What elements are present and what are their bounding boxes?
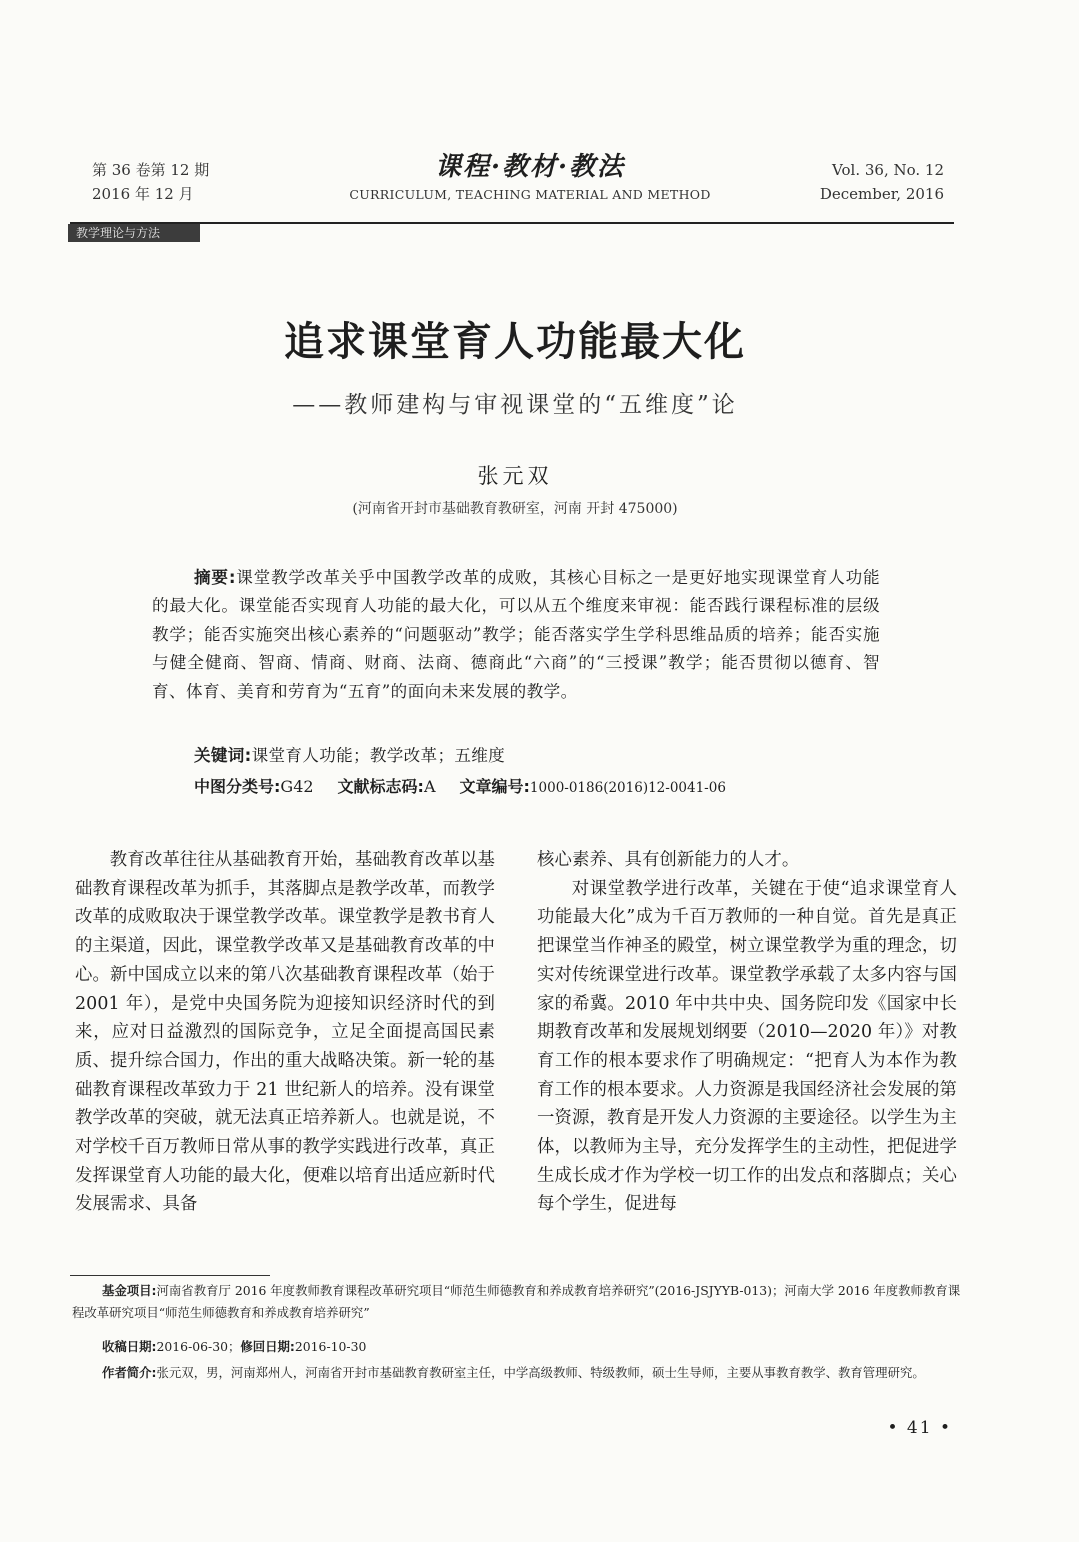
page-number: • 41 • [887, 1418, 952, 1438]
revised-label: 修回日期: [240, 1339, 295, 1354]
journal-title-en: CURRICULUM, TEACHING MATERIAL AND METHOD [349, 187, 711, 202]
article-subtitle: ——教师建构与审视课堂的“五维度”论 [292, 392, 738, 418]
header-left [92, 158, 209, 206]
section-tag: 教学理论与方法 [68, 224, 200, 242]
fund-label: 基金项目: [102, 1283, 157, 1298]
received-label: 收稿日期: [102, 1339, 157, 1354]
body-paragraph: 对课堂教学进行改革，关键在于使“追求课堂育人功能最大化”成为千百万教师的一种自觉。首先是真正把课堂当作神圣的殿堂，树立课堂教学为重的理念，切实对传统课堂进行改革。课堂教学承载了太多内容与国家的希冀。2010 年中共中央、国务院印发《国家中长期教育改革和发展规划纲要（2010—2020 年）》对教育工作的根本要求作了明确规定：“把育人为本作为教育工作的根本要求。人力资源是我国经济社会发展的第一资源，教育是开发人力资源的主要途径。以学生为主体，以教师为主导，充分发挥学生的主动性，把促进学生成长成才作为学校一切工作的出发点和落脚点；关心每个学生，促进每 [537, 878, 957, 1215]
body-paragraph: 教育改革往往从基础教育开始，基础教育改革以基础教育课程改革为抓手，其落脚点是教学改革，而教学改革的成败取决于课堂教学改革。课堂教学是教书育人的主渠道，因此，课堂教学改革又是基础教育改革的中心。新中国成立以来的第八次基础教育课程改革（始于 2001 年），是党中央国务院为迎接知识经济时代的到来，应对日益激烈的国际竞争，立足全面提高国民素质、提升综合国力，作出的重大战略决策。新一轮的基础教育课程改革致力于 21 世纪新人的培养。没有课堂教学改革的突破，就无法真正培养新人。也就是说，不对学校千百万教师日常从事的教学实践进行改革，真正发挥课堂育人功能的最大化，便难以培育出适应新时代发展需求、具备 [75, 850, 495, 1215]
article-title: 追求课堂育人功能最大化 [284, 319, 746, 365]
article-no-label: 文章编号: [459, 777, 530, 796]
footnote-fund [72, 1280, 962, 1324]
date-en: December, 2016 [819, 185, 944, 203]
keywords-text: 课堂育人功能；教学改革；五维度 [251, 746, 506, 765]
footnote-bio [72, 1362, 962, 1384]
keywords-label: 关键词: [194, 746, 252, 765]
body-paragraph: 核心素养、具有创新能力的人才。 [537, 850, 800, 870]
header-rule [70, 222, 954, 224]
journal-masthead [300, 150, 760, 204]
abstract-text: 课堂教学改革关乎中国教学改革的成败，其核心目标之一是更好地实现课堂育人功能的最大化。课堂能否实现育人功能的最大化，可以从五个维度来审视：能否践行课程标准的层级教学；能否实施突出核心素养的“问题驱动”教学；能否落实学生学科思维品质的培养；能否实施与健全健商、智商、情商、财商、法商、德商此“六商”的“三授课”教学；能否贯彻以德育、智育、体育、美育和劳育为“五育”的面向未来发展的教学。 [152, 568, 880, 701]
author-name: 张元双 [477, 464, 553, 488]
body-column-left [75, 846, 495, 1219]
abstract-label: 摘要: [194, 568, 236, 587]
journal-title-cn: 课程·教材·教法 [434, 152, 626, 182]
doc-code-label: 文献标志码: [337, 777, 424, 796]
bio-label: 作者简介: [102, 1365, 157, 1380]
fund-text: 河南省教育厅 2016 年度教师教育课程改革研究项目“师范生师德教育和养成教育培养研究”(2016-JSJYYB-013)；河南大学 2016 年度教师教育课程改革研究项目“师范生师德教育和养成教育培养研究” [72, 1283, 961, 1320]
author-affiliation: (河南省开封市基础教育教研室，河南 开封 475000) [352, 501, 678, 517]
volume-issue-cn: 第 36 卷第 12 期 [92, 161, 210, 179]
date-cn: 2016 年 12 月 [92, 185, 194, 203]
bio-text: 张元双，男，河南郑州人，河南省开封市基础教育教研室主任，中学高级教师、特级教师，硕士生导师，主要从事教育教学、教育管理研究。 [156, 1365, 925, 1380]
article-no-value: 1000-0186(2016)12-0041-06 [529, 780, 726, 796]
abstract [152, 564, 880, 706]
footnote-rule [70, 1275, 270, 1276]
footnote-dates [72, 1336, 962, 1358]
header-right [820, 158, 944, 206]
clc-label: 中图分类号: [194, 777, 281, 796]
volume-issue-en: Vol. 36, No. 12 [832, 161, 944, 179]
received-date: 2016-06-30； [156, 1339, 241, 1354]
revised-date: 2016-10-30 [294, 1339, 367, 1354]
classification-line [194, 774, 726, 797]
body-column-right [537, 846, 957, 1219]
keywords [194, 742, 505, 766]
doc-code-value: A [423, 777, 436, 796]
clc-value: G42 [280, 777, 314, 796]
